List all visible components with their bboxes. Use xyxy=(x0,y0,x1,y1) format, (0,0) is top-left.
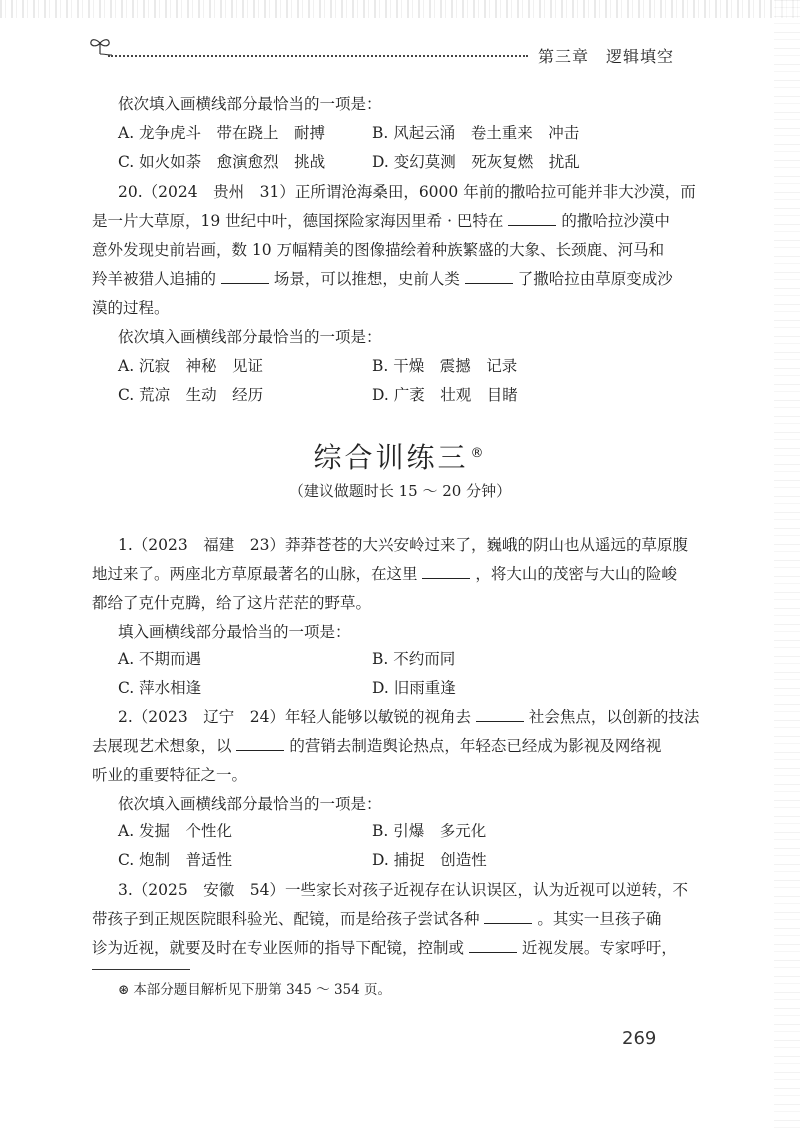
answer-blank xyxy=(484,909,532,924)
q20-line-3: 意外发现史前岩画，数 10 万幅精美的图像描绘着种族繁盛的大象、长颈鹿、河马和 xyxy=(92,241,665,259)
q20-option-a: A. 沉寂 神秘 见证 xyxy=(118,357,264,375)
q1-prompt: 填入画横线部分最恰当的一项是： xyxy=(118,623,351,641)
q1-option-a: A. 不期而遇 xyxy=(118,650,202,668)
section-title-text: 综合训练三 xyxy=(313,441,469,474)
q2-line-1 xyxy=(118,706,699,728)
answer-blank xyxy=(221,269,269,284)
section-title xyxy=(0,436,800,476)
answer-blank xyxy=(236,736,284,751)
q3-line-3 xyxy=(92,937,677,959)
header-dotted-rule xyxy=(108,55,528,57)
q1-line-2-a: 地过来了。两座北方草原最著名的山脉，在这里 xyxy=(92,565,418,583)
q20-line-2-a: 是一片大草原，19 世纪中叶，德国探险家海因里希 · 巴特在 xyxy=(92,212,504,230)
q1-line-1: 1.（2023 福建 23）莽莽苍苍的大兴安岭过来了，巍峨的阴山也从遥远的草原腹 xyxy=(118,536,688,554)
q20-line-2 xyxy=(92,210,670,232)
q19-option-b: B. 风起云涌 卷土重来 冲击 xyxy=(372,124,580,142)
footnote-marker-icon: ⊛ xyxy=(118,982,130,998)
q2-option-c: C. 炮制 普适性 xyxy=(118,851,233,869)
q3-line-1: 3.（2025 安徽 54）一些家长对孩子近视存在认识误区，认为近视可以逆转，不 xyxy=(118,881,688,899)
q2-line-3: 听业的重要特征之一。 xyxy=(92,766,248,784)
footnote xyxy=(118,978,391,998)
q1-option-c: C. 萍水相逢 xyxy=(118,679,202,697)
q20-option-d: D. 广袤 壮观 目睹 xyxy=(372,386,518,404)
q2-prompt: 依次填入画横线部分最恰当的一项是： xyxy=(118,795,382,813)
q2-option-b: B. 引爆 多元化 xyxy=(372,822,487,840)
q19-prompt: 依次填入画横线部分最恰当的一项是： xyxy=(118,95,382,113)
q2-line-2 xyxy=(92,735,661,757)
q3-line-2-b: 。其实一旦孩子确 xyxy=(537,910,662,928)
footnote-text: 本部分题目解析见下册第 345 ～ 354 页。 xyxy=(133,982,392,998)
chapter-header-title: 第三章 逻辑填空 xyxy=(538,47,675,66)
q1-option-b: B. 不约而同 xyxy=(372,650,456,668)
answer-blank xyxy=(476,707,524,722)
q20-line-5: 漠的过程。 xyxy=(92,299,170,317)
q2-line-1-b: 社会焦点，以创新的技法 xyxy=(528,708,700,726)
q20-option-c: C. 荒凉 生动 经历 xyxy=(118,386,264,404)
scan-noise-right xyxy=(774,0,800,1130)
section-footnote-marker: ® xyxy=(470,445,487,461)
q2-option-d: D. 捕捉 创造性 xyxy=(372,851,487,869)
answer-blank xyxy=(508,211,556,226)
q20-line-4-c: 了撒哈拉由草原变成沙 xyxy=(517,270,673,288)
answer-blank xyxy=(469,938,517,953)
q3-line-2-a: 带孩子到正规医院眼科验光、配镜，而是给孩子尝试各种 xyxy=(92,910,480,928)
page-number: 269 xyxy=(622,1028,657,1049)
q20-line-4 xyxy=(92,268,673,290)
q2-line-2-a: 去展现艺术想象，以 xyxy=(92,737,232,755)
leaf-ornament-icon xyxy=(86,34,114,56)
q19-option-c: C. 如火如荼 愈演愈烈 挑战 xyxy=(118,153,326,171)
q19-option-a: A. 龙争虎斗 带在跷上 耐搏 xyxy=(118,124,326,142)
q19-option-d: D. 变幻莫测 死灰复燃 扰乱 xyxy=(372,153,580,171)
q20-prompt: 依次填入画横线部分最恰当的一项是： xyxy=(118,328,382,346)
q20-line-4-b: 场景，可以推想，史前人类 xyxy=(273,270,460,288)
q3-line-3-a: 诊为近视，就要及时在专业医师的指导下配镜，控制或 xyxy=(92,939,465,957)
section-subtitle: （建议做题时长 15 ～ 20 分钟） xyxy=(288,482,512,500)
q20-line-2-b: 的撒哈拉沙漠中 xyxy=(561,212,670,230)
answer-blank xyxy=(465,269,513,284)
answer-blank xyxy=(422,564,470,579)
q3-line-3-b: 近视发展。专家呼吁， xyxy=(521,939,677,957)
footnote-rule xyxy=(92,969,190,970)
q1-line-2 xyxy=(92,563,677,585)
q1-option-d: D. 旧雨重逢 xyxy=(372,679,456,697)
q1-line-3: 都给了克什克腾，给了这片茫茫的野草。 xyxy=(92,594,372,612)
q20-line-4-a: 羚羊被猎人追捕的 xyxy=(92,270,217,288)
q1-line-2-b: ，将大山的茂密与大山的险峻 xyxy=(475,565,677,583)
q2-line-1-a: 2.（2023 辽宁 24）年轻人能够以敏锐的视角去 xyxy=(118,708,471,726)
q20-line-1: 20.（2024 贵州 31）正所谓沧海桑田，6000 年前的撒哈拉可能并非大沙漠，而 xyxy=(118,183,696,201)
q20-option-b: B. 干燥 震撼 记录 xyxy=(372,357,518,375)
q2-option-a: A. 发掘 个性化 xyxy=(118,822,233,840)
q2-line-2-b: 的营销去制造舆论热点，年轻态已经成为影视及网络视 xyxy=(289,737,662,755)
q3-line-2 xyxy=(92,908,661,930)
scan-noise-top xyxy=(0,0,800,18)
